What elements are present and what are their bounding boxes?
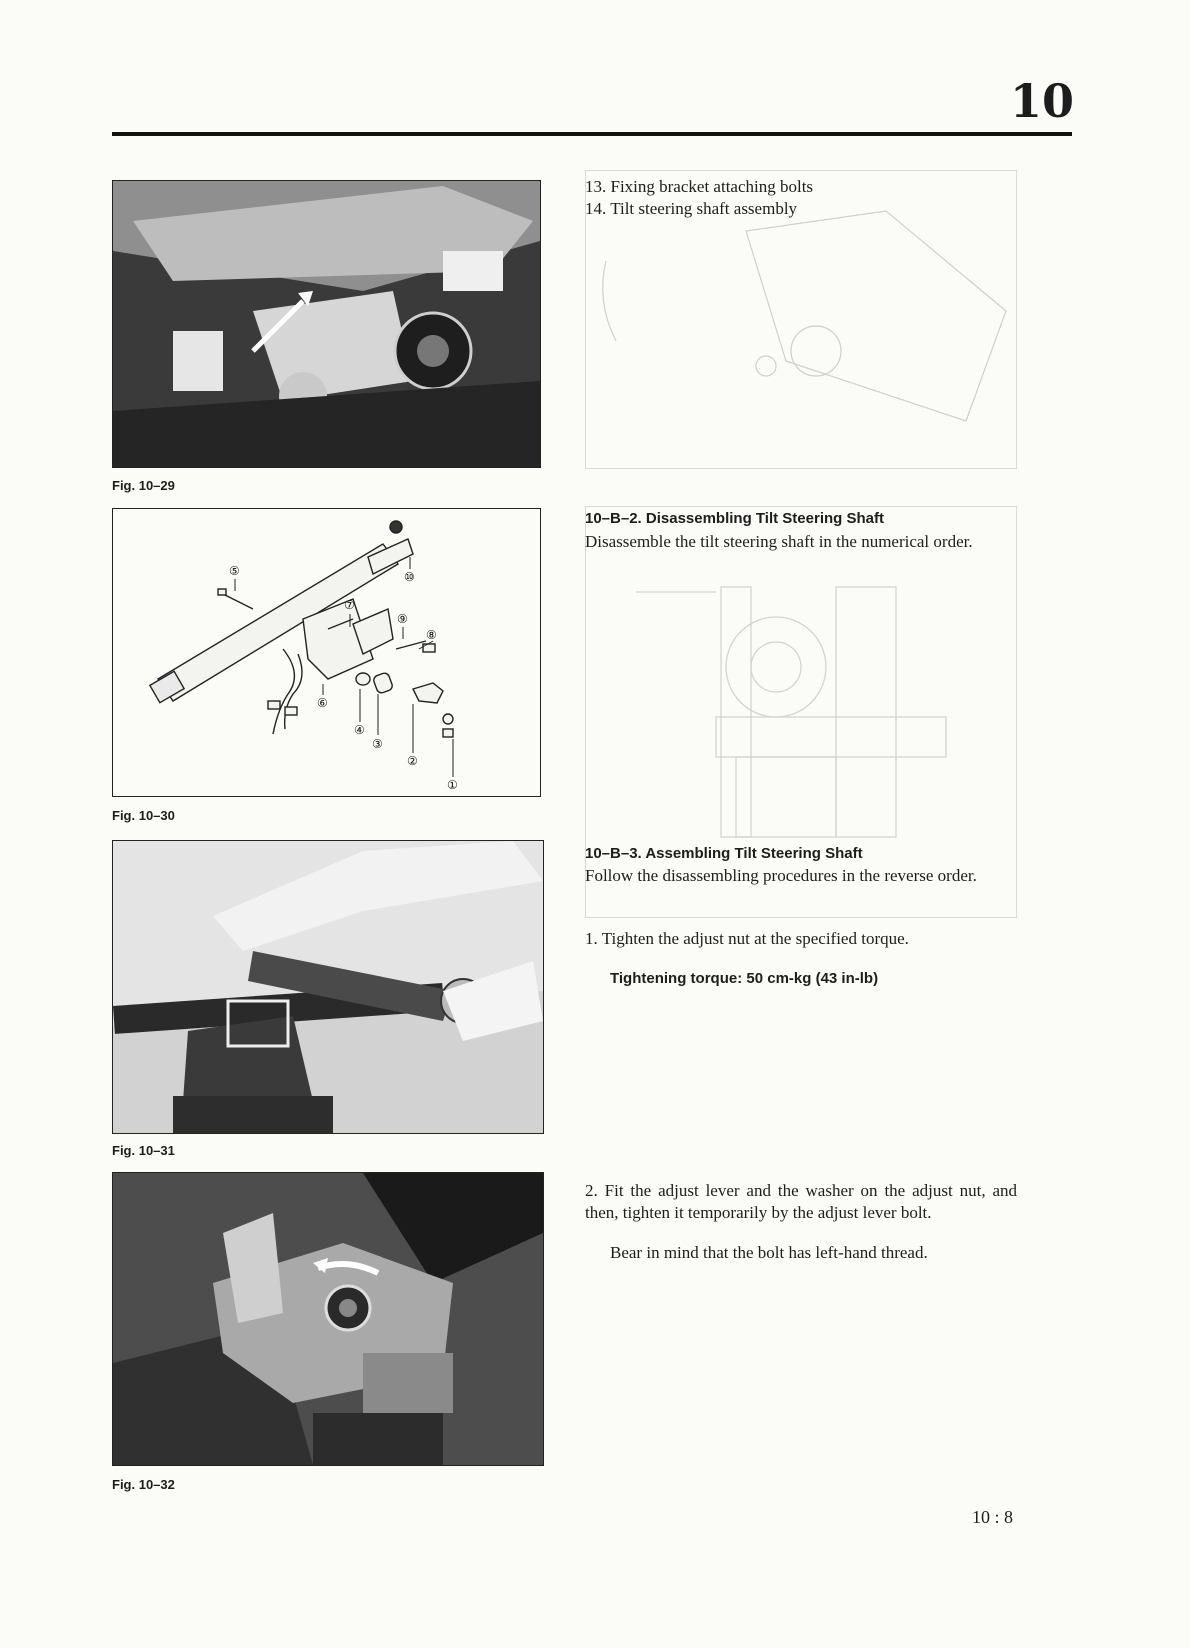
fig-10-29-photo bbox=[112, 180, 541, 468]
callout-4: ④ bbox=[354, 723, 365, 737]
steering-shaft-exploded-view bbox=[113, 509, 540, 796]
parts-list-item: 14. Tilt steering shaft assembly bbox=[585, 199, 798, 218]
parts-list-item: 13. Fixing bracket attaching bolts bbox=[585, 177, 814, 196]
header-rule bbox=[112, 132, 1072, 136]
callout-8: ⑧ bbox=[426, 628, 437, 642]
callout-10: ⑩ bbox=[404, 570, 415, 584]
callout-2: ② bbox=[407, 754, 418, 768]
step-1-text: 1. Tighten the adjust nut at the specified torque. bbox=[585, 929, 909, 948]
callout-1: ① bbox=[447, 778, 458, 792]
step-2-note: Bear in mind that the bolt has left-hand thread. bbox=[610, 1243, 928, 1262]
fig-10-30-diagram bbox=[112, 508, 541, 797]
page-number: 10 : 8 bbox=[972, 1507, 1014, 1527]
disassembling-body: Disassemble the tilt steering shaft in the numerical order. bbox=[585, 532, 973, 551]
assembling-heading: 10–B–3. Assembling Tilt Steering Shaft bbox=[585, 845, 863, 862]
fig-10-32-photo bbox=[112, 1172, 544, 1466]
fig-10-31-photo bbox=[112, 840, 544, 1134]
tightening-torque-spec: Tightening torque: 50 cm-kg (43 in-lb) bbox=[610, 970, 879, 987]
callout-5: ⑤ bbox=[229, 564, 240, 578]
disassembling-heading: 10–B–2. Disassembling Tilt Steering Shaft bbox=[585, 510, 884, 527]
step-2-instruction: 2. Fit the adjust lever and the washer on the adjust nut, and then, tighten it temporarily by the adjust lever bolt. bbox=[585, 1181, 1017, 1222]
step-2-text bbox=[585, 1180, 1017, 1224]
parts-list bbox=[585, 176, 1015, 220]
fig-10-32-caption: Fig. 10–32 bbox=[112, 1477, 175, 1492]
callout-7: ⑦ bbox=[344, 598, 355, 612]
assembling-body: Follow the disassembling procedures in the reverse order. bbox=[585, 866, 977, 885]
callout-9: ⑨ bbox=[397, 612, 408, 626]
callout-3: ③ bbox=[372, 737, 383, 751]
callout-6: ⑥ bbox=[317, 696, 328, 710]
fig-10-31-caption: Fig. 10–31 bbox=[112, 1143, 175, 1158]
fig-10-30-caption: Fig. 10–30 bbox=[112, 808, 175, 823]
chapter-number: 10 bbox=[1010, 74, 1075, 128]
fig-10-29-caption: Fig. 10–29 bbox=[112, 478, 175, 493]
